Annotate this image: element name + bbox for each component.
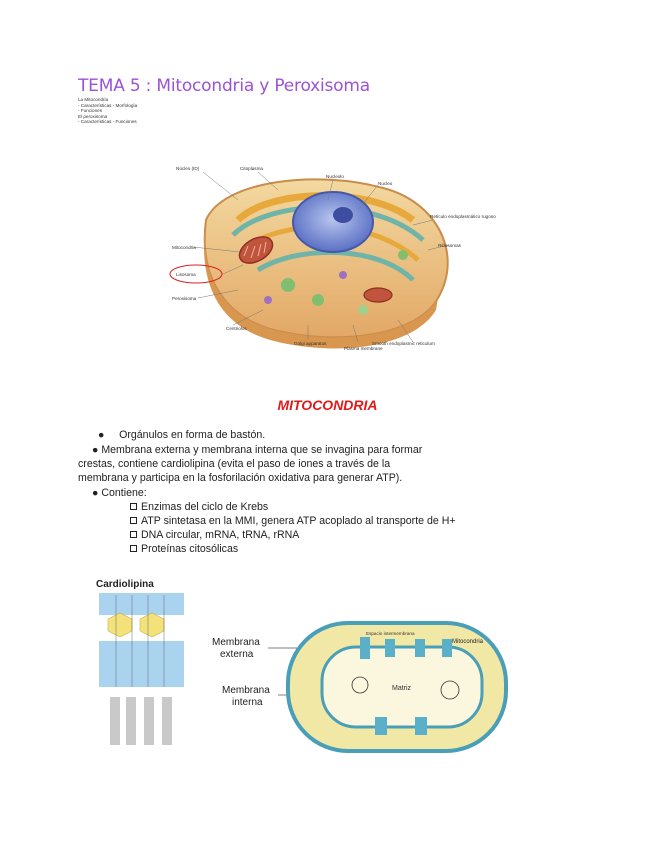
page-title: TEMA 5 : Mitocondria y Peroxisoma [78, 76, 370, 96]
label-membrana: Plasma membrane [344, 346, 383, 351]
cardiolipin-diagram [96, 577, 196, 747]
label-mitocondria: Mitocondria [452, 639, 484, 645]
checkbox-icon [130, 545, 137, 552]
checklist-item: Proteínas citosólicas [130, 542, 238, 556]
cell-illustration [168, 160, 496, 360]
toc-item: El peroxisoma [78, 113, 108, 119]
label-nucleolo-top: Núcleo (ID) [176, 166, 200, 171]
label-citoplasma: Citoplasma [240, 166, 263, 171]
label-membrana-interna-1: Membrana [222, 685, 270, 696]
toc-item: - Características - Morfología [78, 102, 138, 108]
label-reticulo-liso: Smooth endoplasmic reticulum [372, 341, 435, 346]
label-matriz: Matriz [392, 685, 412, 692]
toc-item: La Mitocondria [78, 97, 109, 102]
label-nucleo: Nucleo [378, 181, 393, 186]
text-line: membrana y participa en la fosforilación oxidativa para generar ATP). [78, 472, 403, 484]
cardiolipin-title: Cardiolipina [96, 579, 154, 590]
bullet-item: ● Orgánulos en forma de bastón. [98, 429, 266, 441]
checklist-item: DNA circular, mRNA, tRNA, rRNA [130, 528, 299, 542]
label-nucleolo: Nucleolo [326, 174, 344, 179]
label-mitocondria-1: Mitocondria [172, 245, 196, 250]
label-lisosoma: Lisosoma [176, 272, 196, 277]
text-line: crestas, contiene cardiolipina (evita el paso de iones a través de la [78, 458, 391, 470]
mitochondria-diagram [210, 615, 510, 755]
bullet-item: ● Contiene: [92, 487, 147, 499]
label-golgi: Golgi apparatus [294, 341, 327, 346]
toc-item: - Características - Funciones [78, 119, 137, 125]
checklist-item: ATP sintetasa en la MMI, genera ATP acoplado al transporte de H+ [130, 514, 456, 528]
toc-item: - Funciones [78, 108, 103, 114]
label-ribosomas: Ribosomas [438, 243, 461, 248]
section-heading: MITOCONDRIA [277, 397, 378, 413]
checkbox-icon [130, 531, 137, 538]
checkbox-icon [130, 503, 137, 510]
label-centriolos: Centriolos [226, 326, 247, 331]
checklist-item: Enzimas del ciclo de Krebs [130, 500, 268, 514]
table-of-contents [78, 97, 137, 125]
label-peroxisoma: Peroxisoma [172, 296, 197, 301]
label-espacio-intermembrana: Espacio intermembrana [366, 631, 415, 636]
label-membrana-interna-2: interna [232, 697, 263, 708]
bullet-item: ● Membrana externa y membrana interna que se invagina para formar [92, 444, 423, 456]
checkbox-icon [130, 517, 137, 524]
label-membrana-externa-1: Membrana [212, 637, 260, 648]
label-membrana-externa-2: externa [220, 649, 254, 660]
label-reticulo-rugoso: Retículo endoplasmático rugoso [430, 214, 496, 219]
